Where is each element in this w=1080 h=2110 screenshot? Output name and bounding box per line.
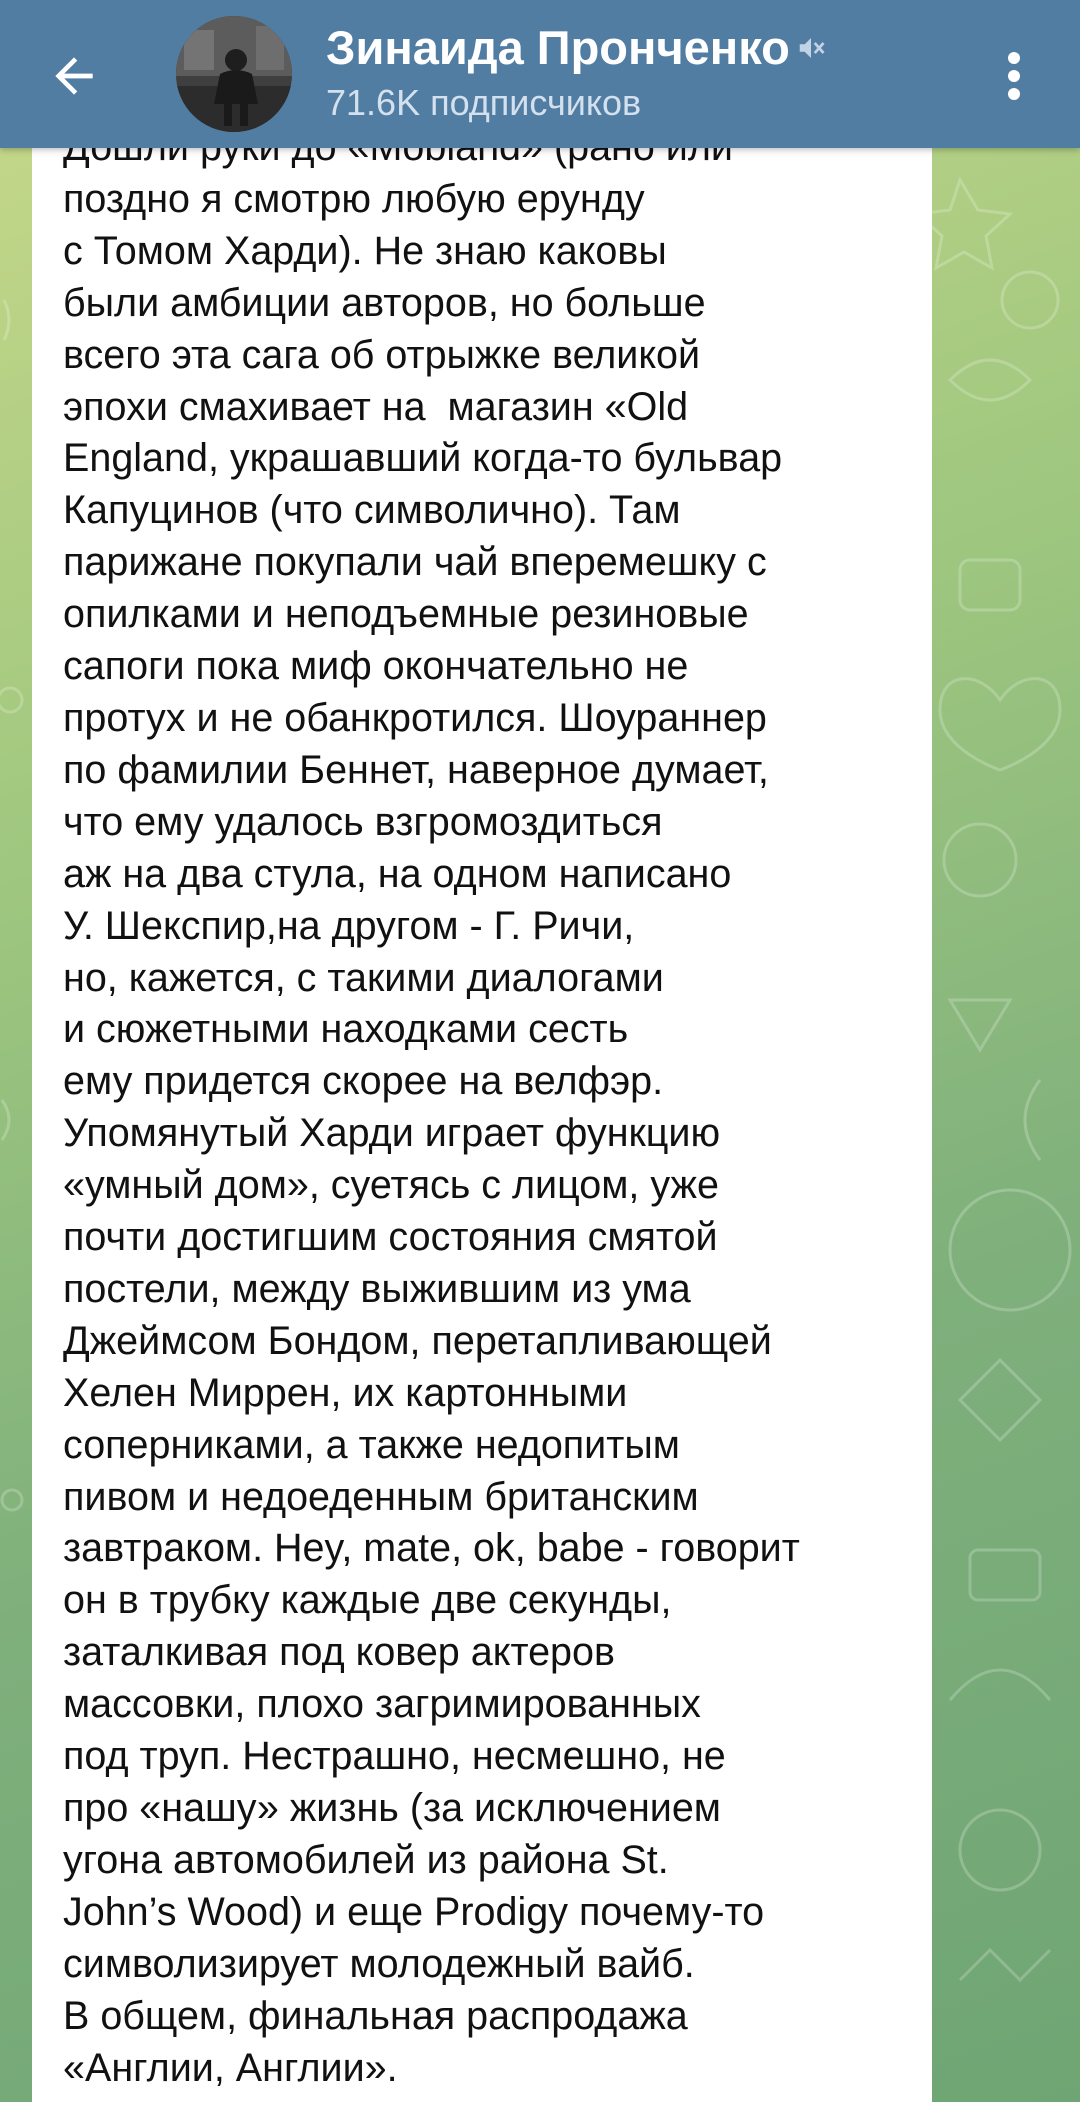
avatar[interactable] — [176, 16, 292, 132]
avatar-photo — [176, 16, 292, 132]
back-button[interactable] — [28, 30, 120, 122]
app-bar — [0, 0, 1080, 148]
more-vertical-icon — [1004, 48, 1024, 104]
channel-title[interactable] — [326, 18, 826, 78]
channel-name: Зинаида Пронченко — [326, 21, 790, 74]
message-text: поздно я смотрю любую ерунду с Томом Харди). Не знаю каковы были амбиции авторов, но больше всего эта сага об отрыжке великой эпохи смахивает на магазин «Old England, украшавший когда-то бульвар Капуцинов (что символично). Там парижане покупали чай вперемешку с опилками и неподъемные резиновые сапоги пока миф окончательно не протух и не обанкротился. Шоураннер по фамилии Беннет, наверное думает, что ему удалось взгромоздиться аж на два стула, на одном написано У. Шекспир,на другом - Г. Ричи, но, кажется, с такими диалогами и сюжетными находками сесть ему придется скорее на велфэр. Упомянутый Харди играет функцию «умный дом», суетясь с лицом, уже почти достигшим состояния смятой постели, между выжившим из ума Джеймсом Бондом, перетапливающей Хелен Миррен, их картонными соперниками, а также недопитым пивом и недоеденным британским завтраком. Hey, mate, ok, babe - говорит он в трубку каждые две секунды, заталкивая под ковер актеров массовки, плохо загримированных под труп. Нестрашно, несмешно, не про «нашу» жизнь (за исключением угона автомобилей из района St. John’s Wood) и еще Prodigy почему-то символизирует молодежный вайб. В общем, финальная распродажа «Англии, Англии». — [63, 176, 800, 2090]
subscriber-count: 71.6K подписчиков — [326, 82, 642, 123]
more-options-button[interactable] — [982, 36, 1046, 116]
message-bubble[interactable] — [32, 110, 932, 2110]
arrow-left-icon — [46, 48, 102, 104]
muted-speaker-icon — [796, 33, 826, 63]
